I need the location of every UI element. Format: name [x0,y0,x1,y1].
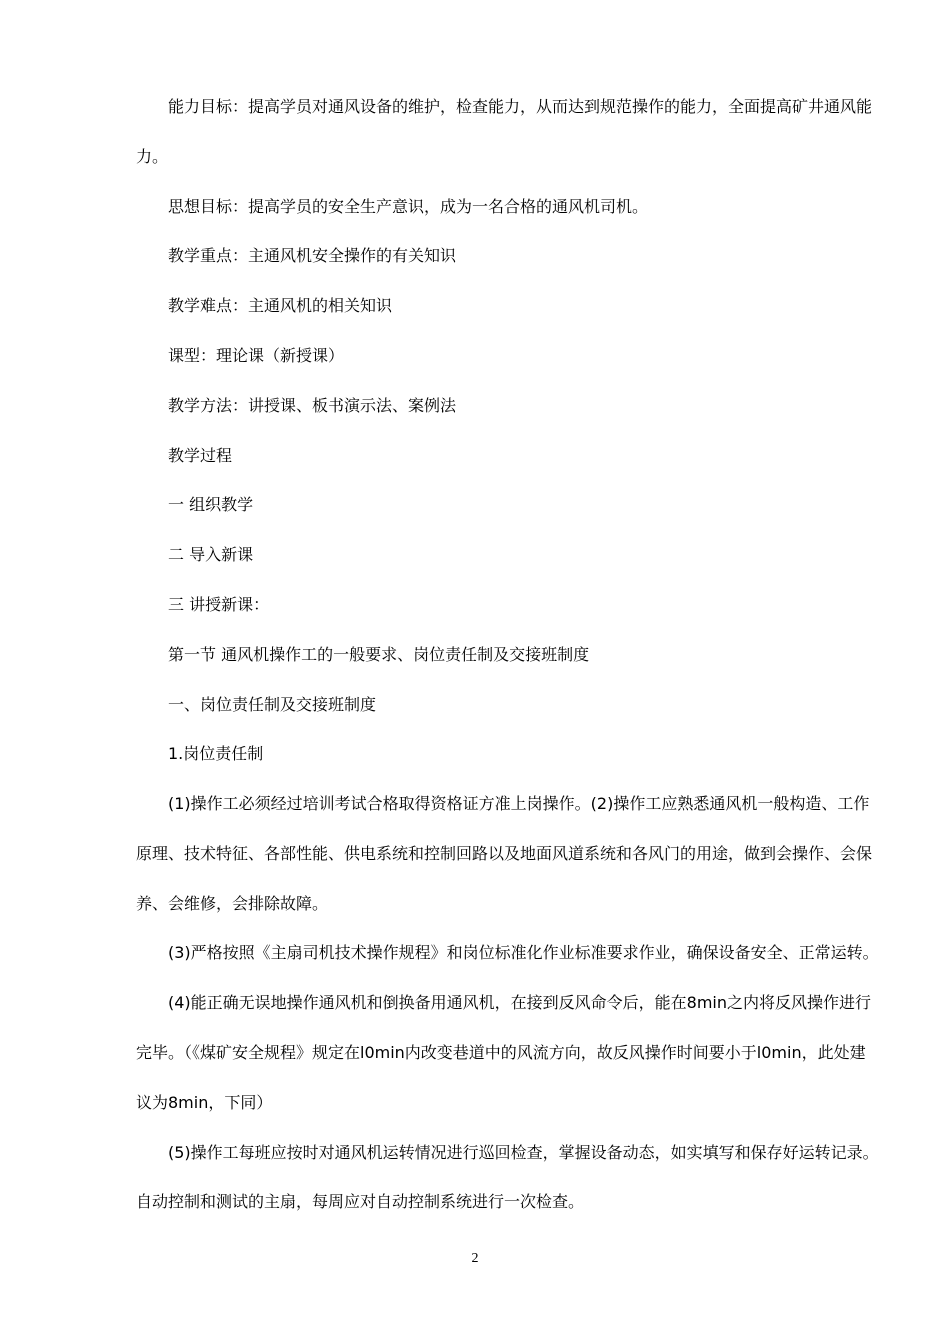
paragraph-4-line-1: (5)操作工每班应按时对通风机运转情况进行巡回检查，掌握设备动态，如实填写和保存好运转记录。 [168,1143,879,1162]
teaching-difficulty-line: 教学难点：主通风机的相关知识 [168,296,393,315]
process-step-two: 二 导入新课 [168,545,254,564]
paragraph-3-line-2: 完毕。（《煤矿安全规程》规定在l0min内改变巷道中的风流方向，故反风操作时间要小于l0min，此处建 [136,1043,866,1062]
paragraph-2-line-1: (3)严格按照《主扇司机技术操作规程》和岗位标准化作业标准要求作业，确保设备安全、正常运转。 [168,943,879,962]
ability-goal-line-2: 力。 [136,147,169,166]
paragraph-3-line-3: 议为8min，下同） [136,1093,273,1112]
subsection-heading: 一、岗位责任制及交接班制度 [168,695,377,714]
paragraph-3-line-1: (4)能正确无误地操作通风机和倒换备用通风机，在接到反风命令后，能在8min之内将反风操作进行 [168,993,872,1012]
process-step-one: 一 组织教学 [168,495,254,514]
ability-goal-line-1: 能力目标：提高学员对通风设备的维护，检查能力，从而达到规范操作的能力，全面提高矿井通风能 [168,97,873,116]
teaching-focus-line: 教学重点：主通风机安全操作的有关知识 [168,246,457,265]
paragraph-4-line-2: 自动控制和测试的主扇，每周应对自动控制系统进行一次检查。 [136,1192,585,1211]
section-heading: 第一节 通风机操作工的一般要求、岗位责任制及交接班制度 [168,645,590,664]
teaching-process-heading: 教学过程 [168,446,233,465]
lesson-type-line: 课型：理论课（新授课） [168,346,345,365]
process-step-three: 三 讲授新课： [168,595,270,614]
paragraph-1-line-3: 养、会维修，会排除故障。 [136,894,329,913]
paragraph-1-line-1: (1)操作工必须经过培训考试合格取得资格证方准上岗操作。(2)操作工应熟悉通风机一般构造、工作 [168,794,870,813]
thought-goal-line: 思想目标：提高学员的安全生产意识，成为一名合格的通风机司机。 [168,197,649,216]
page-number: 2 [471,1251,479,1266]
paragraph-1-line-2: 原理、技术特征、各部性能、供电系统和控制回路以及地面风道系统和各风门的用途，做到会操作、会保 [136,844,873,863]
teaching-method-line: 教学方法：讲授课、板书演示法、案例法 [168,396,457,415]
item-heading: 1.岗位责任制 [168,744,264,763]
